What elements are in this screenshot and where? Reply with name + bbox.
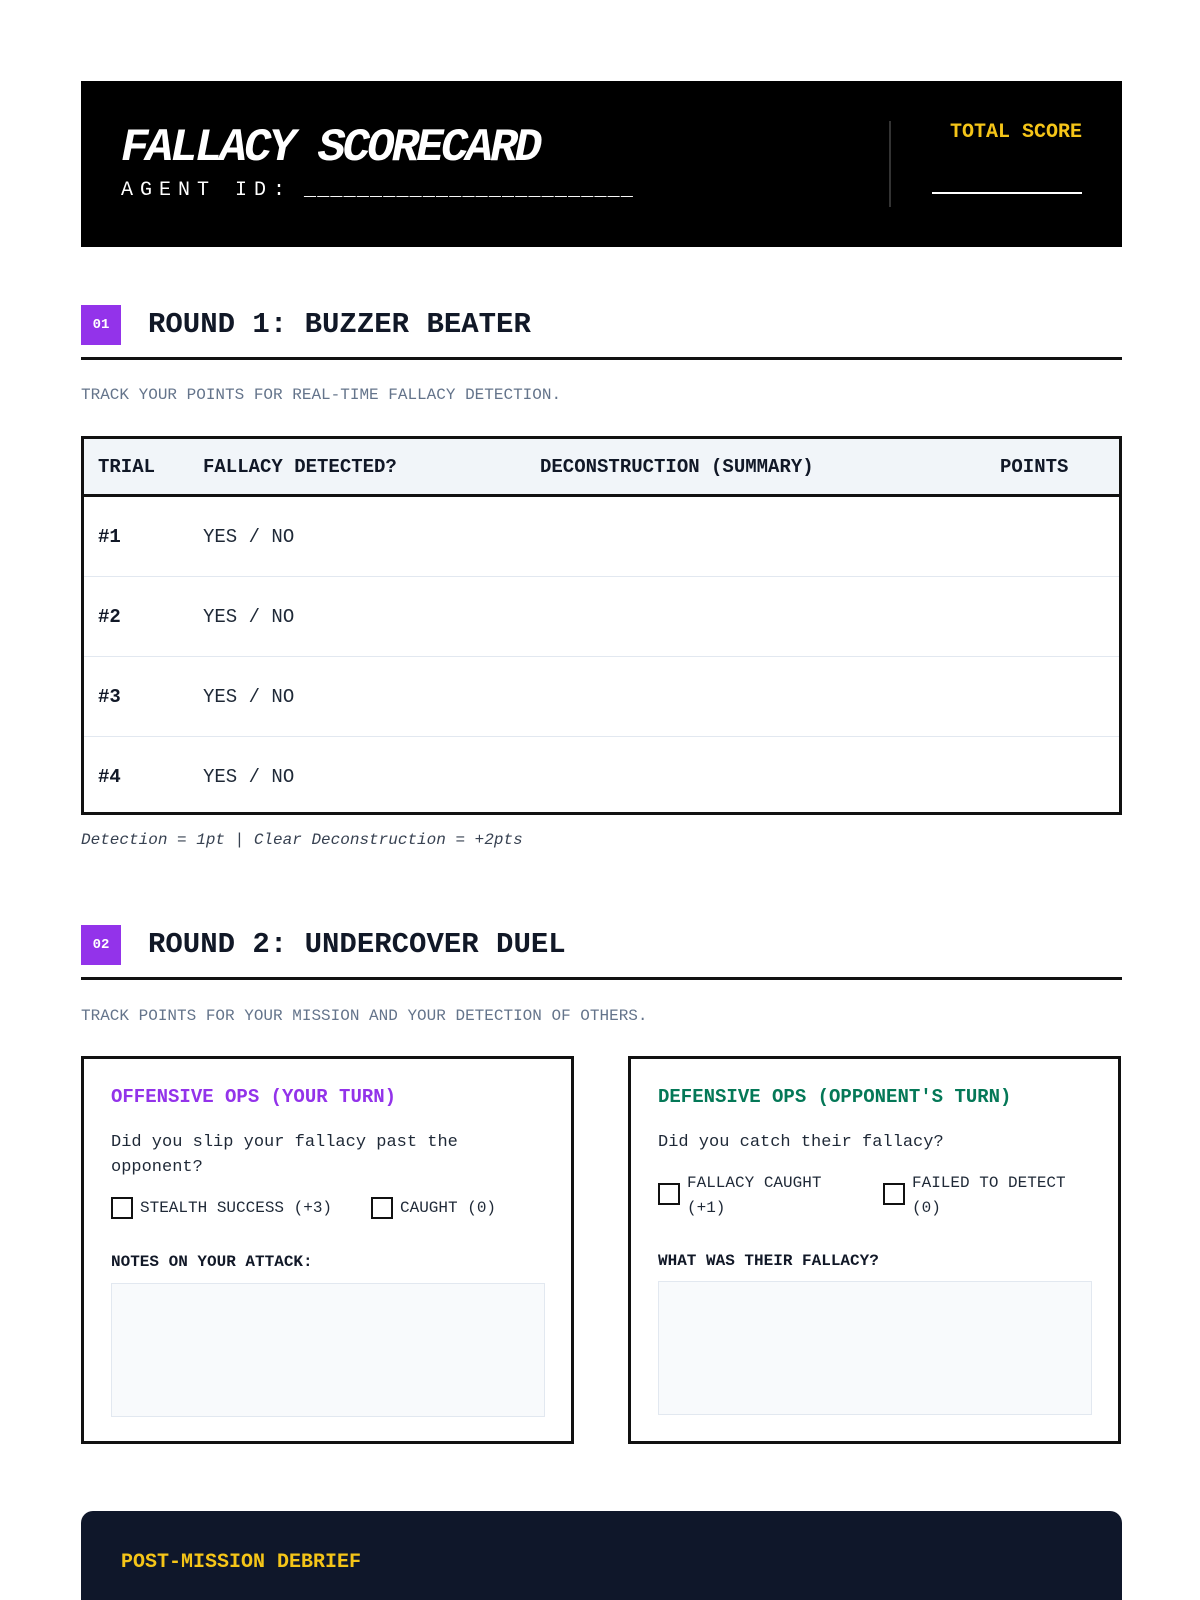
- post-mission-debrief-panel: [81, 1511, 1122, 1600]
- fallacy-detected-choice[interactable]: YES / NO: [203, 765, 295, 788]
- trial-number: #1: [84, 496, 203, 577]
- total-score-field[interactable]: [932, 192, 1082, 194]
- round2-title: ROUND 2: UNDERCOVER DUEL: [148, 928, 566, 961]
- round1-table: [81, 436, 1122, 815]
- table-row: [84, 657, 1119, 737]
- agent-id-field[interactable]: _________________________: [304, 179, 635, 202]
- agent-id-label: AGENT ID:: [121, 179, 293, 202]
- defensive-notes-label: WHAT WAS THEIR FALLACY?: [658, 1252, 879, 1270]
- defensive-notes-input[interactable]: [658, 1281, 1092, 1415]
- column-header-deconstruction: DECONSTRUCTION (SUMMARY): [540, 439, 1000, 496]
- fallacy-detected-choice[interactable]: YES / NO: [203, 577, 540, 657]
- column-header-trial: TRIAL: [84, 439, 203, 496]
- scorecard-header: [81, 81, 1122, 247]
- deconstruction-cell[interactable]: [540, 496, 1000, 577]
- fallacy-caught-checkbox[interactable]: [658, 1183, 680, 1205]
- points-cell[interactable]: [1000, 496, 1119, 577]
- defensive-question: Did you catch their fallacy?: [658, 1133, 944, 1152]
- caught-option[interactable]: [371, 1196, 496, 1221]
- failed-to-detect-label-line2: (0): [912, 1199, 941, 1217]
- points-cell[interactable]: [1000, 577, 1119, 657]
- table-row: [84, 577, 1119, 657]
- fallacy-caught-label-line2: (+1): [687, 1199, 726, 1217]
- failed-to-detect-checkbox[interactable]: [883, 1183, 905, 1205]
- fallacy-caught-label: [687, 1171, 821, 1221]
- offensive-ops-card: [81, 1056, 574, 1444]
- offensive-question: Did you slip your fallacy past the opponent?: [111, 1133, 458, 1177]
- defensive-ops-card: [628, 1056, 1121, 1444]
- round1-badge: 01: [81, 305, 121, 345]
- trial-number: #4: [98, 765, 121, 788]
- round2-subtitle: TRACK POINTS FOR YOUR MISSION AND YOUR DETECTION OF OTHERS.: [81, 1007, 648, 1025]
- trial-number: #3: [84, 657, 203, 737]
- column-header-points: POINTS: [1000, 439, 1119, 496]
- defensive-ops-title: DEFENSIVE OPS (OPPONENT'S TURN): [658, 1086, 1012, 1108]
- round2-heading: [81, 925, 1122, 980]
- deconstruction-cell[interactable]: [540, 577, 1000, 657]
- round1-subtitle: TRACK YOUR POINTS FOR REAL-TIME FALLACY DETECTION.: [81, 386, 562, 404]
- table-row: [84, 496, 1119, 577]
- round1-title: ROUND 1: BUZZER BEATER: [148, 308, 531, 341]
- page-title: FALLACY SCORECARD: [121, 122, 540, 174]
- stealth-success-label: STEALTH SUCCESS (+3): [140, 1199, 333, 1217]
- failed-to-detect-label: [912, 1171, 1066, 1221]
- fallacy-caught-option[interactable]: [658, 1171, 821, 1221]
- round1-heading: [81, 305, 1122, 360]
- fallacy-detected-choice[interactable]: YES / NO: [203, 496, 540, 577]
- points-cell[interactable]: [1000, 737, 1119, 817]
- deconstruction-cell[interactable]: [540, 657, 1000, 737]
- caught-label: CAUGHT (0): [400, 1199, 497, 1217]
- fallacy-detected-choice[interactable]: YES / NO: [203, 657, 540, 737]
- failed-to-detect-option[interactable]: [883, 1171, 1066, 1221]
- total-score-label: TOTAL SCORE: [949, 121, 1082, 144]
- failed-to-detect-label-line1: FAILED TO DETECT: [912, 1174, 1066, 1192]
- column-header-fallacy-detected: FALLACY DETECTED?: [203, 439, 540, 496]
- fallacy-caught-label-line1: FALLACY CAUGHT: [687, 1174, 822, 1192]
- offensive-notes-input[interactable]: [111, 1283, 545, 1417]
- round2-badge: 02: [81, 925, 121, 965]
- caught-checkbox[interactable]: [371, 1197, 393, 1219]
- trial-number: #2: [84, 577, 203, 657]
- debrief-title: POST-MISSION DEBRIEF: [121, 1551, 362, 1574]
- stealth-success-checkbox[interactable]: [111, 1197, 133, 1219]
- scoring-note: Detection = 1pt | Clear Deconstruction = +2pts: [81, 831, 523, 849]
- points-cell[interactable]: [1000, 657, 1119, 737]
- stealth-success-option[interactable]: [111, 1196, 332, 1221]
- offensive-notes-label: NOTES ON YOUR ATTACK:: [111, 1253, 313, 1271]
- deconstruction-cell[interactable]: [540, 737, 1000, 817]
- table-row: [84, 737, 1119, 817]
- header-divider: [889, 121, 891, 207]
- offensive-ops-title: OFFENSIVE OPS (YOUR TURN): [111, 1086, 397, 1108]
- agent-id-row: [121, 179, 634, 202]
- table-header-row: [84, 439, 1119, 496]
